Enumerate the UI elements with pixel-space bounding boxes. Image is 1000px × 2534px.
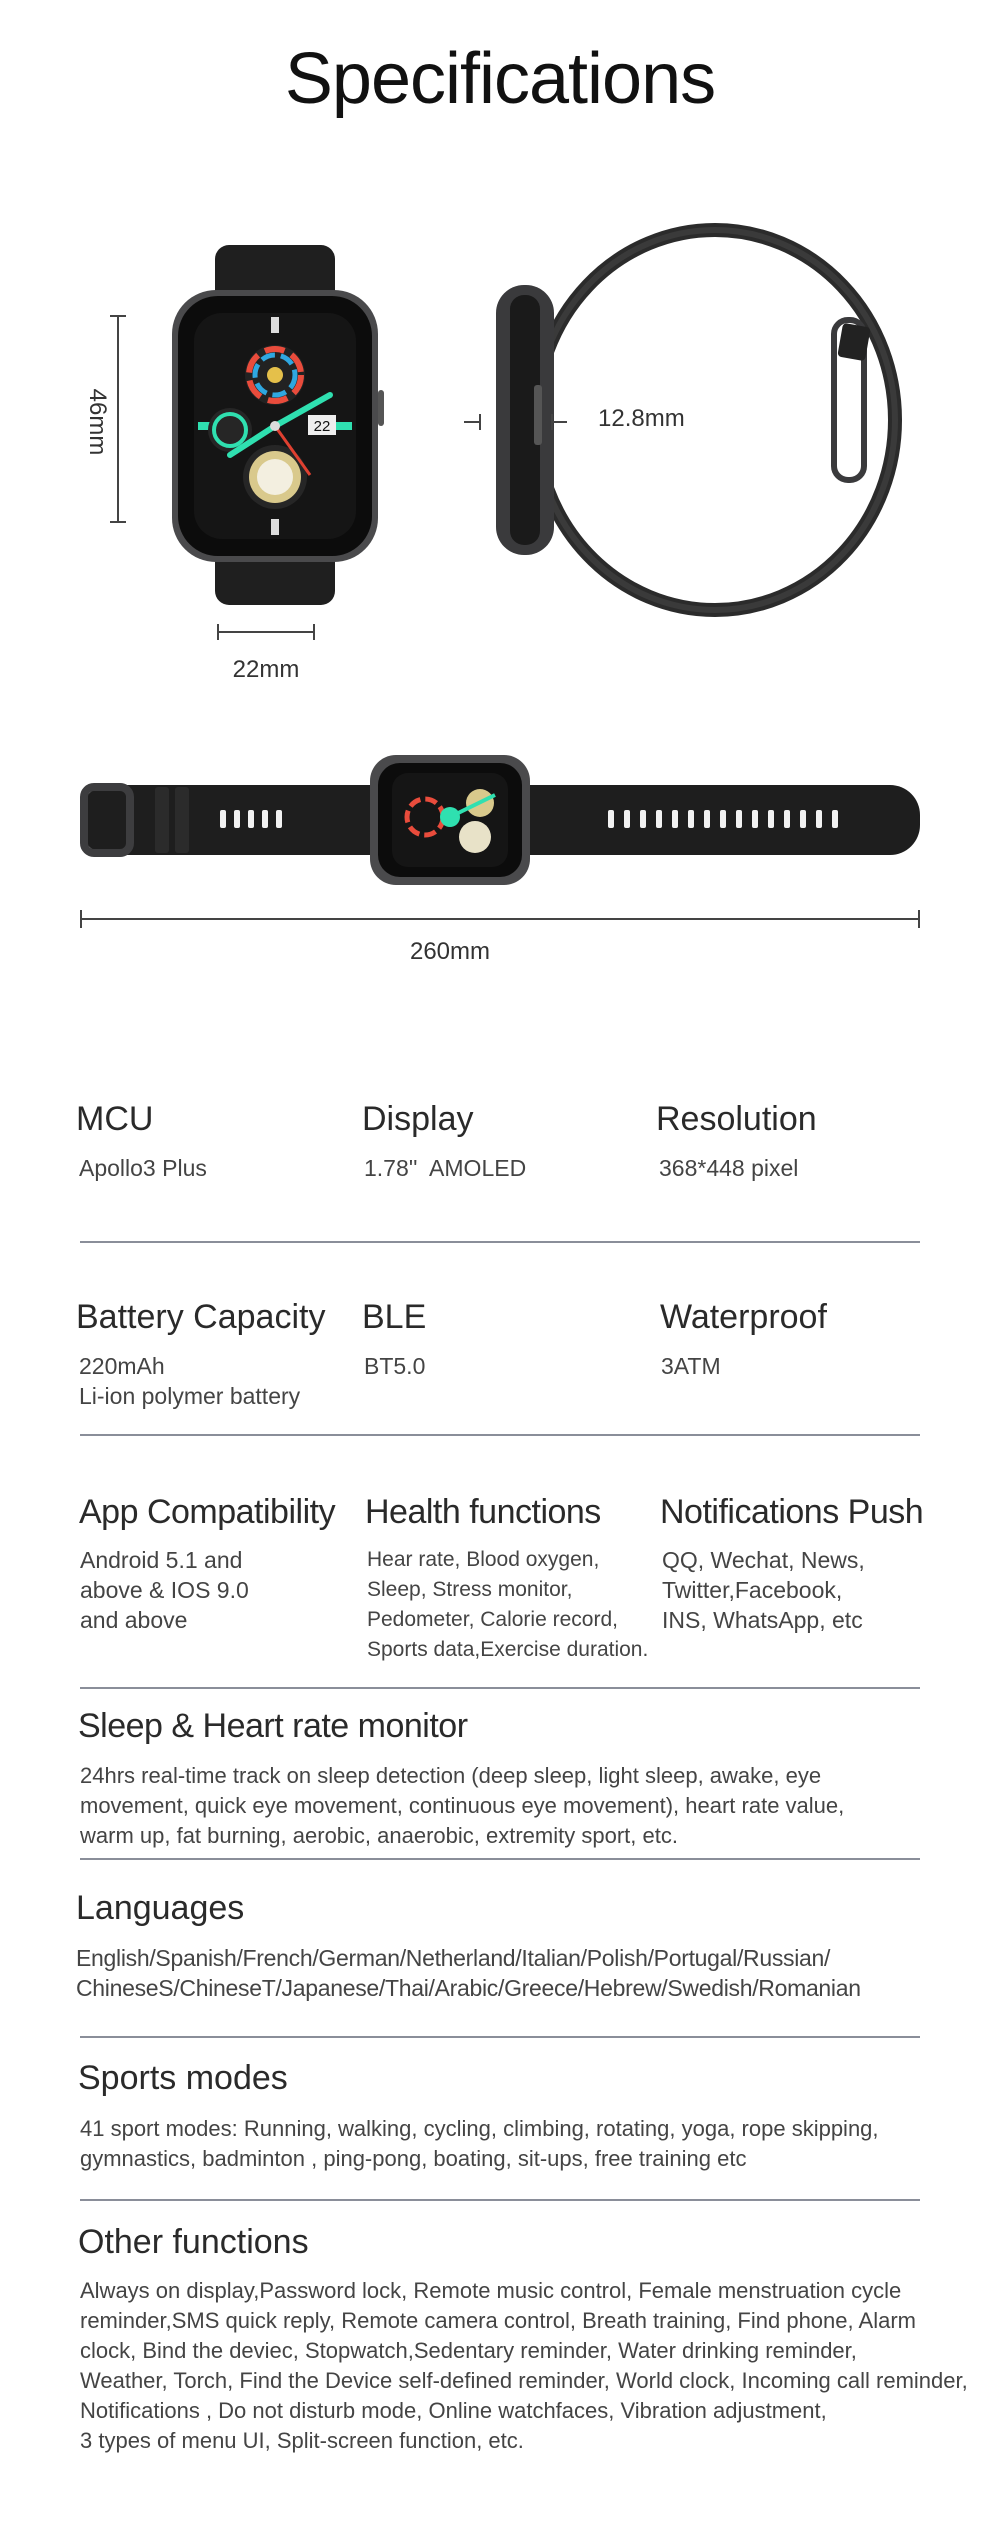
spec-value-notifications-3: INS, WhatsApp, etc bbox=[662, 1607, 863, 1633]
spec-label-resolution: Resolution bbox=[656, 1100, 817, 1138]
section-line: gymnastics, badminton , ping-pong, boating, sit-ups, free training etc bbox=[80, 2146, 747, 2171]
divider bbox=[80, 2199, 920, 2201]
section-line: Weather, Torch, Find the Device self-defined reminder, World clock, Incoming call reminder, bbox=[80, 2368, 968, 2393]
spec-label-display: Display bbox=[362, 1100, 474, 1138]
width-dimension-line bbox=[217, 622, 317, 642]
divider bbox=[80, 1241, 920, 1243]
spec-value-notifications-2: Twitter,Facebook, bbox=[662, 1577, 843, 1603]
spec-value-notifications-1: QQ, Wechat, News, bbox=[662, 1547, 865, 1573]
spec-value-mcu: Apollo3 Plus bbox=[79, 1155, 207, 1181]
section-title-sleep: Sleep & Heart rate monitor bbox=[78, 1707, 468, 1745]
section-line: warm up, fat burning, aerobic, anaerobic, extremity sport, etc. bbox=[80, 1823, 678, 1848]
divider bbox=[80, 2036, 920, 2038]
spec-value-battery-2: Li-ion polymer battery bbox=[79, 1383, 301, 1409]
section-title-sports: Sports modes bbox=[78, 2059, 288, 2097]
page-title: Specifications bbox=[284, 39, 716, 119]
height-dimension-line bbox=[108, 315, 128, 525]
divider bbox=[80, 1687, 920, 1689]
spec-label-notifications: Notifications Push bbox=[660, 1493, 924, 1531]
spec-label-battery: Battery Capacity bbox=[76, 1298, 326, 1336]
spec-label-ble: BLE bbox=[362, 1298, 427, 1336]
spec-value-app-1: Android 5.1 and bbox=[80, 1547, 243, 1573]
spec-value-ble: BT5.0 bbox=[364, 1353, 426, 1379]
spec-value-health-1: Hear rate, Blood oxygen, bbox=[367, 1548, 600, 1571]
section-title-other: Other functions bbox=[78, 2223, 309, 2261]
section-line: clock, Bind the deviec, Stopwatch,Sedentary reminder, Water drinking reminder, bbox=[80, 2338, 857, 2363]
spec-value-health-2: Sleep, Stress monitor, bbox=[367, 1578, 573, 1601]
thickness-label: 12.8mm bbox=[598, 405, 685, 432]
section-line: 24hrs real-time track on sleep detection (deep sleep, light sleep, awake, eye bbox=[80, 1763, 822, 1788]
spec-label-mcu: MCU bbox=[76, 1100, 154, 1138]
divider bbox=[80, 1858, 920, 1860]
spec-value-resolution: 368*448 pixel bbox=[659, 1155, 799, 1181]
spec-label-health: Health functions bbox=[365, 1493, 601, 1531]
spec-value-display: 1.78'' AMOLED bbox=[364, 1155, 527, 1181]
section-line: movement, quick eye movement, continuous eye movement), heart rate value, bbox=[80, 1793, 845, 1818]
section-line: Notifications , Do not disturb mode, Online watchfaces, Vibration adjustment, bbox=[80, 2398, 827, 2423]
section-line: 3 types of menu UI, Split-screen function, etc. bbox=[80, 2428, 524, 2453]
spec-value-health-4: Sports data,Exercise duration. bbox=[367, 1638, 649, 1661]
watch-front-image bbox=[160, 245, 390, 605]
spec-value-waterproof: 3ATM bbox=[661, 1353, 721, 1379]
spec-label-waterproof: Waterproof bbox=[660, 1298, 827, 1336]
section-line: English/Spanish/French/German/Netherland/Italian/Polish/Portugal/Russian/ bbox=[76, 1945, 831, 1971]
spec-value-battery-1: 220mAh bbox=[79, 1353, 165, 1379]
length-label: 260mm bbox=[409, 938, 491, 965]
spec-value-app-3: and above bbox=[80, 1607, 188, 1633]
watch-date: 22 bbox=[313, 418, 331, 435]
thickness-dimension-line bbox=[462, 412, 572, 432]
section-line: Always on display,Password lock, Remote music control, Female menstruation cycle bbox=[80, 2278, 902, 2303]
spec-label-app: App Compatibility bbox=[79, 1493, 336, 1531]
spec-value-health-3: Pedometer, Calorie record, bbox=[367, 1608, 618, 1631]
width-label: 22mm bbox=[232, 656, 300, 683]
length-dimension-line bbox=[80, 908, 922, 930]
section-line: ChineseS/ChineseT/Japanese/Thai/Arabic/Greece/Hebrew/Swedish/Romanian bbox=[76, 1975, 861, 2001]
watch-flat-image bbox=[80, 755, 920, 885]
height-label: 46mm bbox=[84, 388, 111, 456]
spec-value-app-2: above & IOS 9.0 bbox=[80, 1577, 249, 1603]
section-line: 41 sport modes: Running, walking, cycling, climbing, rotating, yoga, rope skipping, bbox=[80, 2116, 879, 2141]
divider bbox=[80, 1434, 920, 1436]
section-line: reminder,SMS quick reply, Remote camera control, Breath training, Find phone, Alarm bbox=[80, 2308, 916, 2333]
section-title-languages: Languages bbox=[76, 1889, 245, 1927]
